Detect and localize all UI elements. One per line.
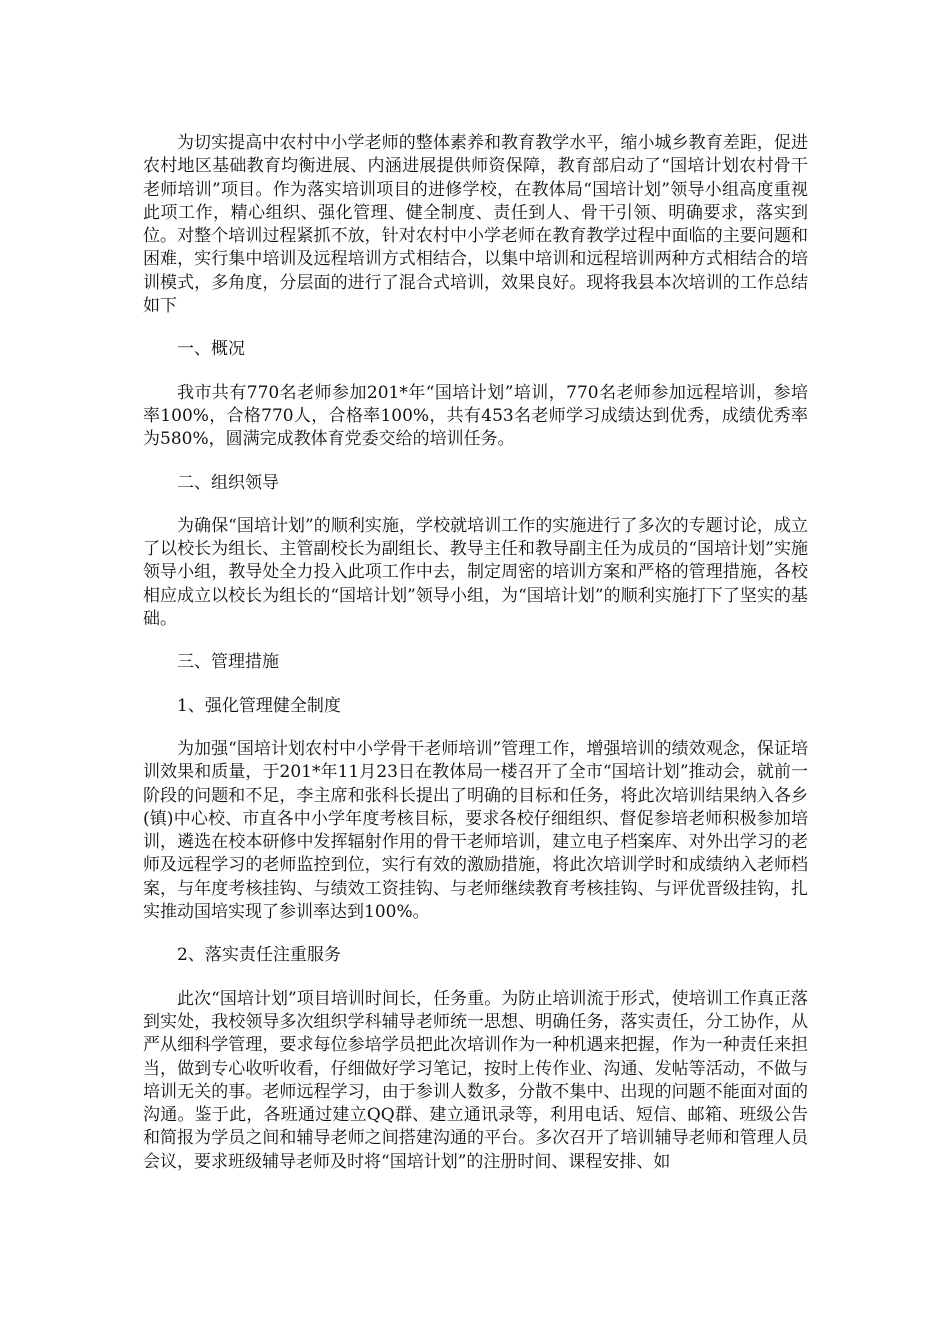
intro-paragraph: 为切实提高中农村中小学老师的整体素养和教育教学水平，缩小城乡教育差距，促进农村地区基础教育均衡进展、内涵进展提供师资保障，教育部启动了“国培计划农村骨干老师培训”项目。作为落实培训项目的进修学校，在教体局“国培计划”领导小组高度重视此项工作，精心组织、强化管理、健全制度、责任到人、骨干引领、明确要求，落实到位。对整个培训过程紧抓不放，针对农村中小学老师在教育教学过程中面临的主要问题和困难，实行集中培训及远程培训方式相结合，以集中培训和远程培训两种方式相结合的培训模式，多角度，分层面的进行了混合式培训，效果良好。现将我县本次培训的工作总结如下: [143, 133, 808, 317]
organization-paragraph: 为确保“国培计划”的顺利实施，学校就培训工作的实施进行了多次的专题讨论，成立了以校长为组长、主管副校长为副组长、教导主任和教导副主任为成员的“国培计划”实施领导小组，教导处全力投入此项工作中去，制定周密的培训方案和严格的管理措施，各校相应成立以校长为组长的“国培计划”领导小组，为“国培计划”的顺利实施打下了坚实的基础。: [143, 515, 808, 630]
overview-paragraph: 我市共有770名老师参加201*年“国培计划”培训，770名老师参加远程培训，参培率100%，合格770人，合格率100%，共有453名老师学习成绩达到优秀，成绩优秀率为580%，圆满完成教体育党委交给的培训任务。: [143, 382, 808, 450]
subheading-responsibility-service: 2、落实责任注重服务: [177, 945, 341, 966]
section-heading-overview: 一、概况: [177, 339, 245, 360]
document-body: [143, 132, 808, 1194]
strengthen-management-paragraph: 为加强“国培计划农村中小学骨干老师培训”管理工作，增强培训的绩效观念，保证培训效果和质量，于201*年11月23日在教体局一楼召开了全市“国培计划”推动会，就前一阶段的问题和不足，李主席和张科长提出了明确的目标和任务，将此次培训结果纳入各乡(镇)中心校、市直各中小学年度考核目标，要求各校仔细组织、督促参培老师积极参加培训，遴选在校本研修中发挥辐射作用的骨干老师培训，建立电子档案库、对外出学习的老师及远程学习的老师监控到位，实行有效的激励措施，将此次培训学时和成绩纳入老师档案，与年度考核挂钩、与绩效工资挂钩、与老师继续教育考核挂钩、与评优晋级挂钩，扎实推动国培实现了参训率达到100%。: [143, 738, 808, 923]
section-heading-management: 三、管理措施: [177, 652, 279, 673]
subheading-strengthen-management: 1、强化管理健全制度: [177, 695, 341, 716]
responsibility-service-paragraph: 此次“国培计划”项目培训时间长，任务重。为防止培训流于形式，使培训工作真正落到实处，我校领导多次组织学科辅导老师统一思想、明确任务，落实责任，分工协作，从严从细科学管理，要求每位参培学员把此次培训作为一种机遇来把握，作为一种责任来担当，做到专心收听收看，仔细做好学习笔记，按时上传作业、沟通、发帖等活动，不做与培训无关的事。老师远程学习，由于参训人数多，分散不集中、出现的问题不能面对面的沟通。鉴于此，各班通过建立QQ群、建立通讯录等，利用电话、短信、邮箱、班级公告和简报为学员之间和辅导老师之间搭建沟通的平台。多次召开了培训辅导老师和管理人员会议，要求班级辅导老师及时将“国培计划”的注册时间、课程安排、如: [143, 988, 808, 1172]
section-heading-organization: 二、组织领导: [177, 472, 279, 493]
